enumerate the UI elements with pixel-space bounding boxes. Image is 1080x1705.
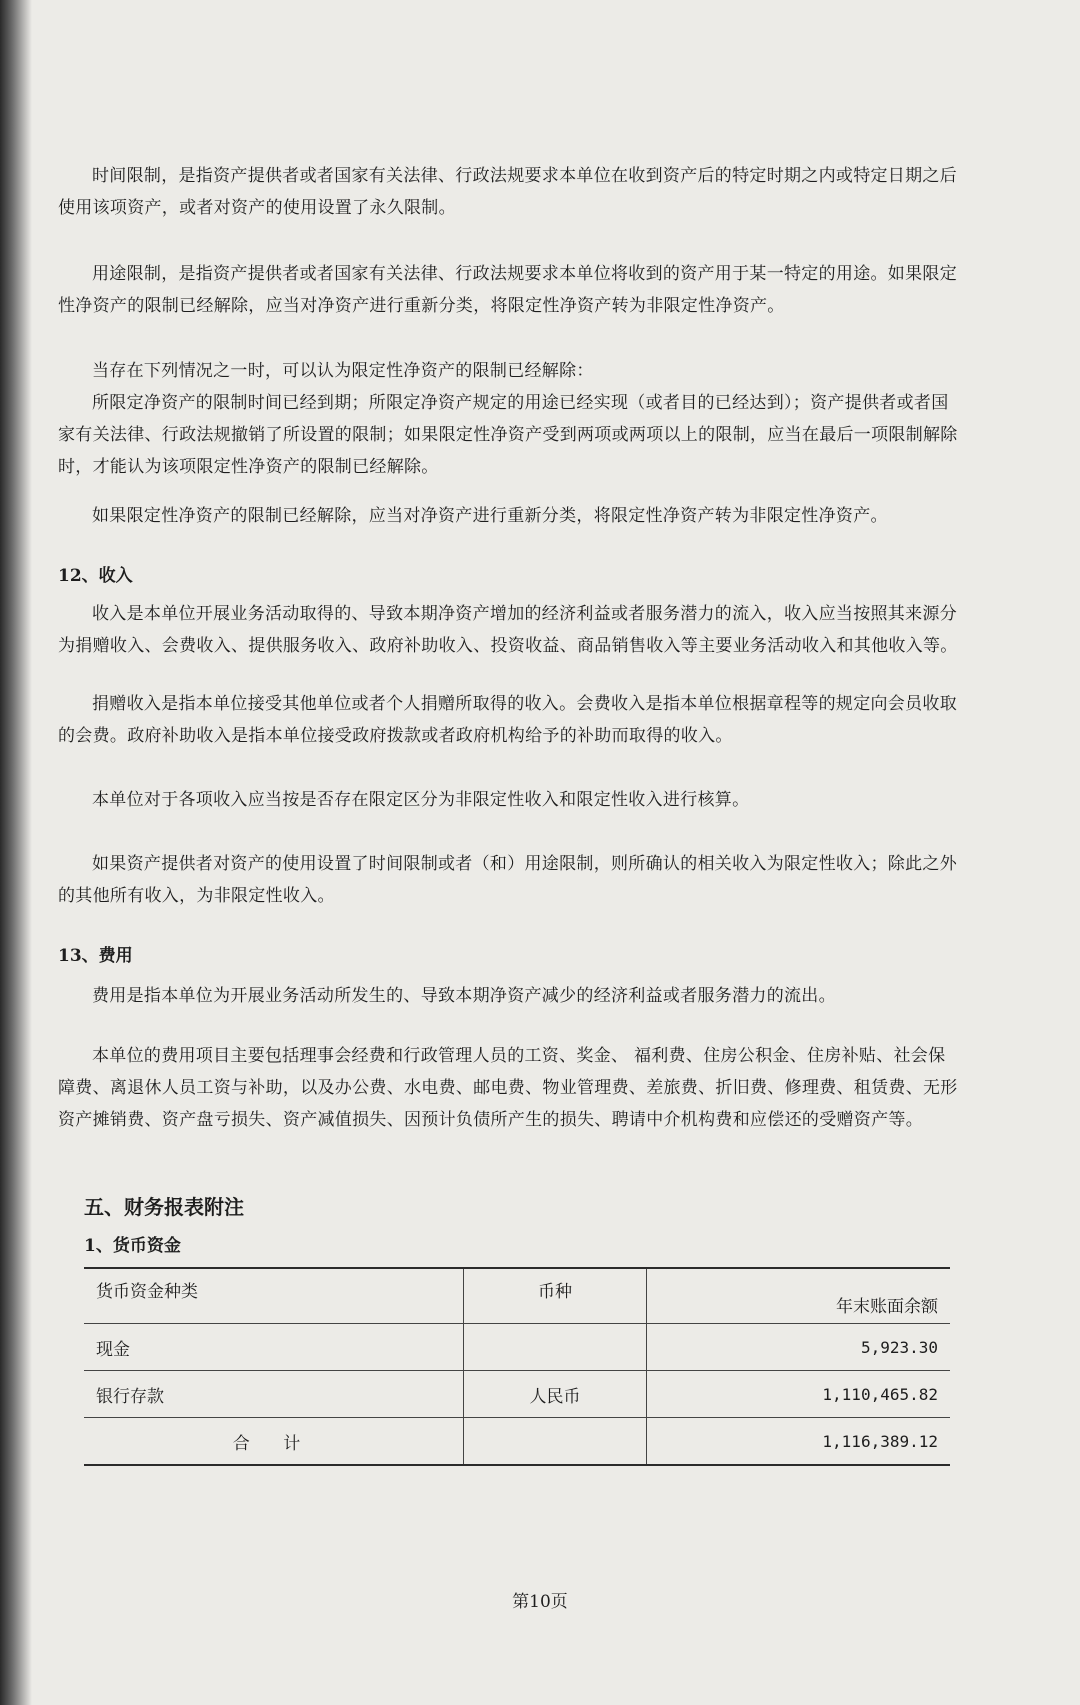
paragraph-release-conditions-intro: 当存在下列情况之一时，可以认为限定性净资产的限制已经解除： [92, 361, 594, 381]
paragraph-time-restriction: 时间限制，是指资产提供者或者国家有关法律、行政法规要求本单位在收到资产后的特定时期之内或特定日期之后使用该项资产，或者对资产的使用设置了永久限制。 [58, 166, 957, 218]
paragraph-release-conditions-detail: 所限定净资产的限制时间已经到期；所限定净资产规定的用途已经实现（或者目的已经达到）；资产提供者或者国家有关法律、行政法规撤销了所设置的限制；如果限定性净资产受到两项或两项以上的限制，应当在最后一项限制解除时，才能认为该项限定性净资产的限制已经解除。 [58, 393, 958, 477]
column-header-balance: 年末账面余额 [647, 1268, 951, 1324]
page-number: 第10页 [512, 1592, 568, 1612]
table-total-row [84, 1418, 950, 1466]
cell-balance: 5,923.30 [647, 1324, 951, 1371]
cell-currency: 人民币 [464, 1371, 647, 1418]
cell-total-balance: 1,116,389.12 [647, 1418, 951, 1466]
paragraph-purpose-restriction: 用途限制，是指资产提供者或者国家有关法律、行政法规要求本单位将收到的资产用于某一特定的用途。如果限定性净资产的限制已经解除，应当对净资产进行重新分类，将限定性净资产转为非限定性净资产。 [58, 264, 957, 316]
cell-total-currency [464, 1418, 647, 1466]
section-heading-notes: 五、财务报表附注 [84, 1195, 244, 1219]
section-heading-cash: 1、货币资金 [84, 1236, 181, 1256]
cell-balance: 1,110,465.82 [647, 1371, 951, 1418]
table-row [84, 1324, 950, 1371]
cell-total-label: 合 计 [84, 1418, 464, 1466]
column-header-currency: 币种 [464, 1268, 647, 1324]
column-header-type: 货币资金种类 [84, 1268, 464, 1324]
section-heading-expense: 13、费用 [58, 946, 133, 966]
section-heading-income: 12、收入 [58, 566, 133, 586]
table-row [84, 1371, 950, 1418]
cell-type: 银行存款 [84, 1371, 464, 1418]
paragraph-income-accounting: 本单位对于各项收入应当按是否存在限定区分为非限定性收入和限定性收入进行核算。 [92, 790, 750, 810]
cell-currency [464, 1324, 647, 1371]
table-header-row [84, 1268, 950, 1324]
cash-table [84, 1267, 950, 1466]
paragraph-expense-definition: 费用是指本单位为开展业务活动所发生的、导致本期净资产减少的经济利益或者服务潜力的流出。 [92, 986, 836, 1006]
paragraph-income-restricted: 如果资产提供者对资产的使用设置了时间限制或者（和）用途限制，则所确认的相关收入为限定性收入；除此之外的其他所有收入，为非限定性收入。 [58, 854, 957, 906]
paragraph-income-definition: 收入是本单位开展业务活动取得的、导致本期净资产增加的经济利益或者服务潜力的流入，收入应当按照其来源分为捐赠收入、会费收入、提供服务收入、政府补助收入、投资收益、商品销售收入等主要业务活动收入和其他收入等。 [58, 604, 958, 656]
paragraph-income-types: 捐赠收入是指本单位接受其他单位或者个人捐赠所取得的收入。会费收入是指本单位根据章程等的规定向会员收取的会费。政府补助收入是指本单位接受政府拨款或者政府机构给予的补助而取得的收入。 [58, 694, 957, 746]
paragraph-reclassification: 如果限定性净资产的限制已经解除，应当对净资产进行重新分类，将限定性净资产转为非限定性净资产。 [92, 506, 888, 526]
paragraph-expense-items: 本单位的费用项目主要包括理事会经费和行政管理人员的工资、奖金、 福利费、住房公积金、住房补贴、社会保障费、离退休人员工资与补助，以及办公费、水电费、邮电费、物业管理费、差旅费、折旧费、修理费、租赁费、无形资产摊销费、资产盘亏损失、资产减值损失、因预计负债所产生的损失、聘请中介机构费和应偿还的受赠资产等。 [58, 1046, 958, 1130]
cell-type: 现金 [84, 1324, 464, 1371]
